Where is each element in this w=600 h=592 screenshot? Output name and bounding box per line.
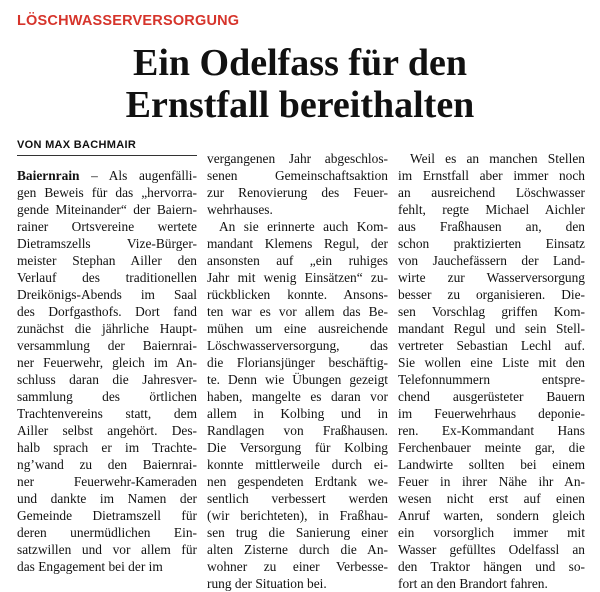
article-line: des Dorfgasthofs. Dort fand bbox=[17, 304, 197, 319]
article-line: Ferchenbauer meinte gar, die bbox=[398, 440, 585, 455]
article-line: und dankte im Namen der bbox=[17, 491, 197, 506]
article-line: vertreter Sebastian Lechl auf. bbox=[398, 338, 585, 353]
article-line: Jahr mit wenig Einsätzen“ zu- bbox=[207, 270, 388, 285]
article-line-text: – Als augenfälli- bbox=[79, 168, 197, 183]
article-line: Verlauf des traditionellen bbox=[17, 270, 197, 285]
article-line: an ausreichend Löschwasser bbox=[398, 185, 585, 200]
article-line: wohner zu einer Verbesse- bbox=[207, 559, 388, 574]
article-line: vergangenen Jahr abgeschlos- bbox=[207, 151, 388, 166]
article-line: rückblicken konnte. Ansons- bbox=[207, 287, 388, 302]
article-line: Löschwasserversorgung, das bbox=[207, 338, 388, 353]
article-line: konnte mittlerweile durch ei- bbox=[207, 457, 388, 472]
article-line: nen gespendeten Erdtank we- bbox=[207, 474, 388, 489]
article-line: halb sprach er im Trachte- bbox=[17, 440, 197, 455]
article-line: den Traktor hängen und so- bbox=[398, 559, 585, 574]
article-line: fehlt, regte Michael Aichler bbox=[398, 202, 585, 217]
article-line: ner Feuerwehr, gleich im An- bbox=[17, 355, 197, 370]
article-line: ten war es vor allem das Be- bbox=[207, 304, 388, 319]
article-line: senen Gemeinschaftsaktion bbox=[207, 168, 388, 183]
article-line: Die Versorgung für Kolbing bbox=[207, 440, 388, 455]
article-column-2 bbox=[207, 150, 388, 592]
article-line: allem in Kolbing und in bbox=[207, 406, 388, 421]
article-line: An sie erinnerte auch Kom- bbox=[219, 219, 388, 234]
article-line: ng’wand zu den Baiernrai- bbox=[17, 457, 197, 472]
article-line: die Floriansjünger beschäftig- bbox=[207, 355, 388, 370]
article-line: mühen um eine ausreichende bbox=[207, 321, 388, 336]
article-line: das Engagement bei der im bbox=[17, 559, 163, 574]
article-line: gende Miteinander“ der Baiern- bbox=[17, 202, 197, 217]
article-line: Telefonnummern entspre- bbox=[398, 372, 585, 387]
article-line: rainer Ortsvereine wertete bbox=[17, 219, 197, 234]
article-line: meister Stephan Ailler den bbox=[17, 253, 197, 268]
article-line: ren. Ex-Kommandant Hans bbox=[398, 423, 585, 438]
dateline: Baiernrain bbox=[17, 168, 80, 183]
article-line: satzwillen und vor allem für bbox=[17, 542, 197, 557]
article-line: Feuer in ihrer Nähe ihr An- bbox=[398, 474, 585, 489]
article-line: Gemeinde Dietramszell für bbox=[17, 508, 197, 523]
article-line: gen Beweis für das „hervorra- bbox=[17, 185, 197, 200]
article-line: Anruf warten, sondern gleich bbox=[398, 508, 585, 523]
article-line: rung der Situation bei. bbox=[207, 576, 327, 591]
article-line: ansonsten auf „ein ruhiges bbox=[207, 253, 388, 268]
article-line: deren unermüdlichen Ein- bbox=[17, 525, 197, 540]
article-line: Trachtenvereins statt, dem bbox=[17, 406, 197, 421]
article-column-3 bbox=[398, 150, 585, 592]
article-line: aus Fraßhausen an, den bbox=[398, 219, 585, 234]
article-line: mandant Regul und sein Stell- bbox=[398, 321, 585, 336]
article-line: wesen nicht erst auf einen bbox=[398, 491, 585, 506]
byline: VON MAX BACHMAIR bbox=[17, 139, 137, 151]
article-line: von Jauchefässern der Land- bbox=[398, 253, 585, 268]
article-line: wirte zur Wasserversorgung bbox=[398, 270, 585, 285]
article-line: chend ausgerüsteter Bauern bbox=[398, 389, 585, 404]
article-line: Dietramszells Vize-Bürger- bbox=[17, 236, 197, 251]
headline-line-1: Ein Odelfass für den bbox=[133, 42, 467, 84]
article-line: haben, mangelte es daran vor bbox=[207, 389, 388, 404]
kicker: LÖSCHWASSERVERSORGUNG bbox=[17, 13, 240, 29]
article-line: ner Feuerwehr-Kameraden bbox=[17, 474, 197, 489]
headline-line-2: Ernstfall bereithalten bbox=[125, 84, 475, 126]
article-line: wehrhauses. bbox=[207, 202, 273, 217]
headline bbox=[0, 42, 600, 126]
article-line: mandant Klemens Regul, der bbox=[207, 236, 388, 251]
article-line: sen trug die Sanierung einer bbox=[207, 525, 388, 540]
article-column-1 bbox=[17, 167, 197, 575]
article-line bbox=[17, 167, 197, 184]
article-line: alten Zisterne durch die An- bbox=[207, 542, 388, 557]
article-line: sen Vorschlag griffen Kom- bbox=[398, 304, 585, 319]
article-line: schluss daran die Jahresver- bbox=[17, 372, 197, 387]
article-line: Weil es an manchen Stellen bbox=[410, 151, 585, 166]
article-line: Wasser gefülltes Odelfassl an bbox=[398, 542, 585, 557]
article-line: Dreikönigs-Abends im Saal bbox=[17, 287, 197, 302]
article-line: sentlich verbessert werden bbox=[207, 491, 388, 506]
article-line: sammlung des örtlichen bbox=[17, 389, 197, 404]
byline-rule bbox=[17, 155, 197, 156]
article-line: fort an den Brandort fahren. bbox=[398, 576, 548, 591]
article-line: zunächst die jährliche Haupt- bbox=[17, 321, 197, 336]
article-line: Randlagen von Fraßhausen. bbox=[207, 423, 388, 438]
article-line: besser zu organisieren. Die- bbox=[398, 287, 585, 302]
article-line: ein vorsorglich immer mit bbox=[398, 525, 585, 540]
article-line: versammlung der Baiernrai- bbox=[17, 338, 197, 353]
article-line: im Feuerwehrhaus deponie- bbox=[398, 406, 585, 421]
article-line: Sie wollen eine Liste mit den bbox=[398, 355, 585, 370]
article-line: Ailler selbst angehört. Des- bbox=[17, 423, 197, 438]
article-line: zur Renovierung des Feuer- bbox=[207, 185, 388, 200]
article-line: (wir berichteten), in Fraßhau- bbox=[207, 508, 388, 523]
article-line: schon praktizierten Einsatz bbox=[398, 236, 585, 251]
article-line: im Ernstfall aber immer noch bbox=[398, 168, 585, 183]
article-line: te. Denn wie Übungen gezeigt bbox=[207, 372, 388, 387]
article-line: Landwirte sollten bei einem bbox=[398, 457, 585, 472]
